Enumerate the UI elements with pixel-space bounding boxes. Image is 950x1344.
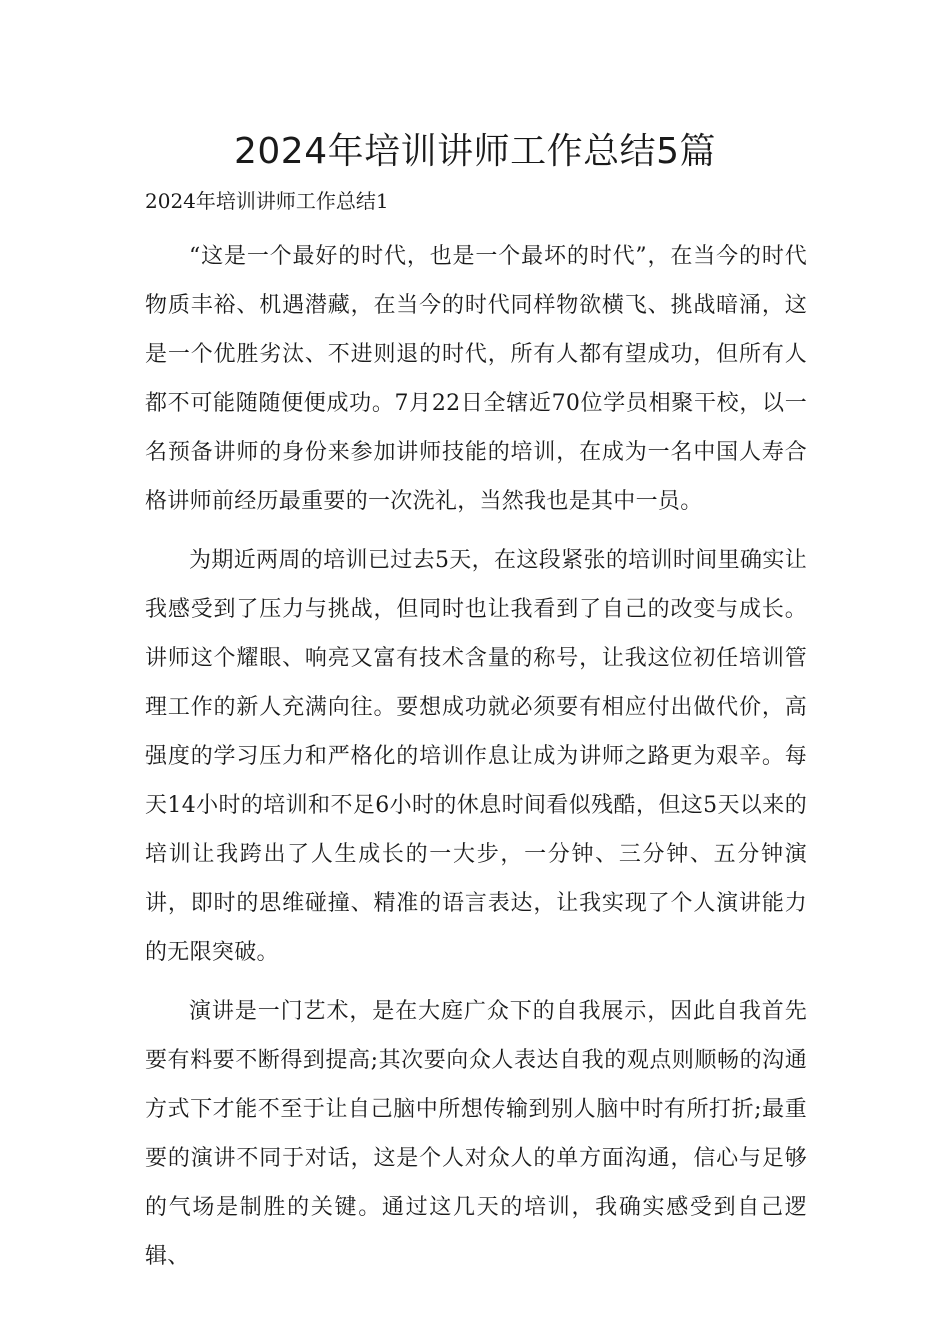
paragraph: 演讲是一门艺术，是在大庭广众下的自我展示，因此自我首先要有料要不断得到提高;其次要向众人表达自我的观点则顺畅的沟通方式下才能不至于让自己脑中所想传输到别人脑中时有所打折;最重要的演讲不同于对话，这是个人对众人的单方面沟通，信心与足够的气场是制胜的关键。通过这几天的培训，我确实感受到自己逻辑、	[145, 999, 807, 1269]
document-title: 2024年培训讲师工作总结5篇	[233, 131, 717, 172]
section-heading: 2024年培训讲师工作总结1	[145, 189, 389, 213]
paragraph: 为期近两周的培训已过去5天，在这段紧张的培训时间里确实让我感受到了压力与挑战，但同时也让我看到了自己的改变与成长。讲师这个耀眼、响亮又富有技术含量的称号，让我这位初任培训管理工作的新人充满向往。要想成功就必须要有相应付出做代价，高强度的学习压力和严格化的培训作息让成为讲师之路更为艰辛。每天14小时的培训和不足6小时的休息时间看似残酷，但这5天以来的培训让我跨出了人生成长的一大步，一分钟、三分钟、五分钟演讲，即时的思维碰撞、精准的语言表达，让我实现了个人演讲能力的无限突破。	[145, 548, 807, 965]
document-body	[145, 232, 807, 1291]
paragraph: “这是一个最好的时代，也是一个最坏的时代”，在当今的时代物质丰裕、机遇潜藏，在当今的时代同样物欲横飞、挑战暗涌，这是一个优胜劣汰、不进则退的时代，所有人都有望成功，但所有人都不可能随随便便成功。7月22日全辖近70位学员相聚干校，以一名预备讲师的身份来参加讲师技能的培训，在成为一名中国人寿合格讲师前经历最重要的一次洗礼，当然我也是其中一员。	[145, 244, 807, 514]
